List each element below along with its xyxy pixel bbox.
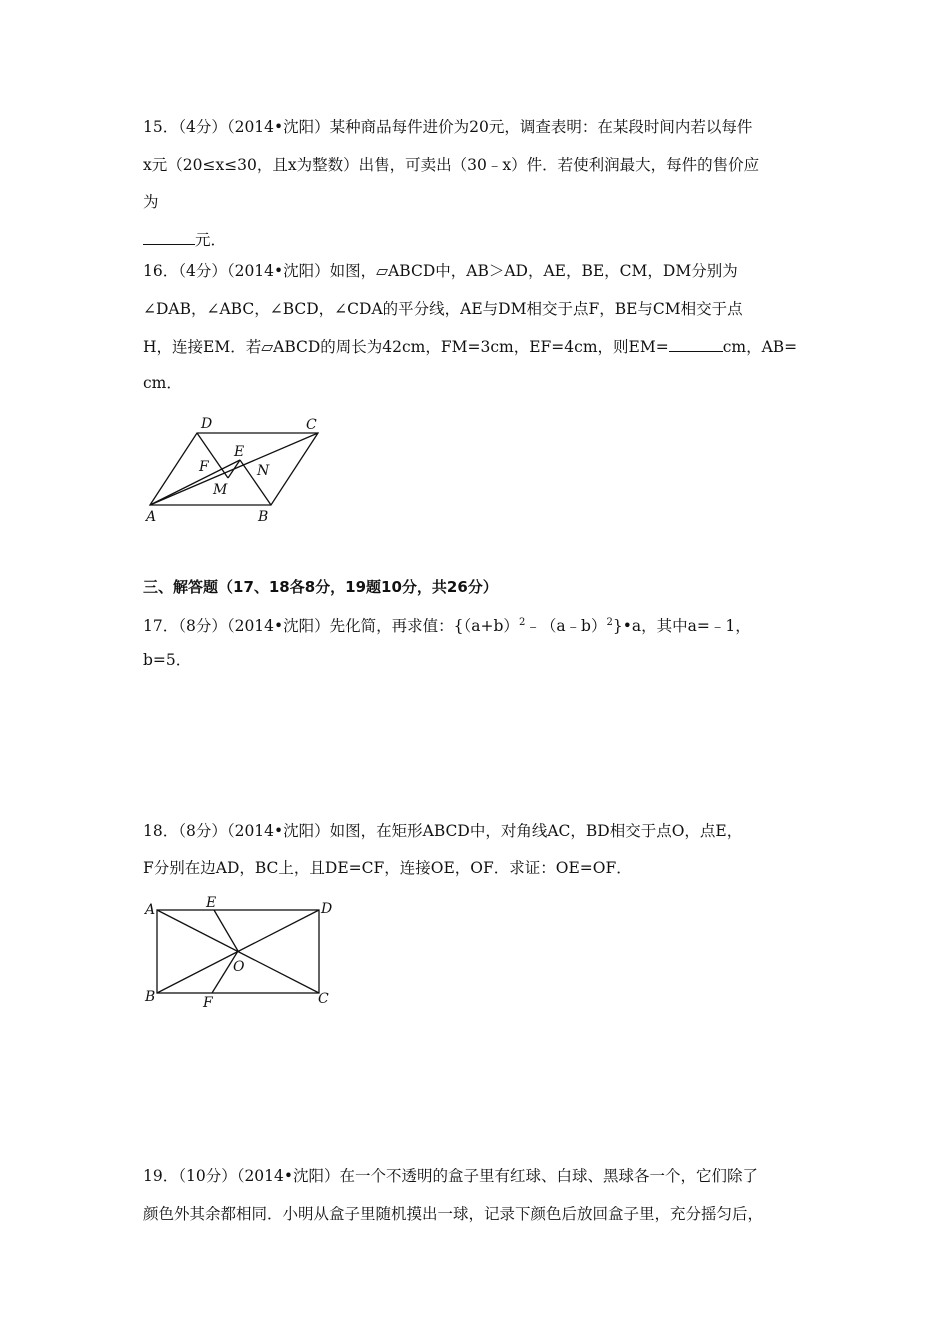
- q17-exponent-2: 2: [606, 617, 613, 628]
- label-e: E: [206, 895, 217, 911]
- label-d: D: [321, 901, 333, 917]
- parallelogram-diagram: [140, 408, 340, 528]
- answer-blank: [143, 228, 195, 245]
- label-d: D: [201, 416, 213, 432]
- q16-parallelogram-figure: [140, 408, 340, 528]
- q15-line-2: x元（20≤x≤30，且x为整数）出售，可卖出（30﹣x）件．若使利润最大，每件的售价应: [143, 156, 760, 174]
- label-o: O: [233, 959, 245, 975]
- label-f: F: [199, 459, 209, 475]
- q17-text-c: }•a，其中a=﹣1，: [612, 617, 751, 636]
- q15-line-4: [143, 228, 226, 251]
- q16-line-4: cm．: [143, 374, 182, 392]
- q16-line-2: ∠DAB，∠ABC，∠BCD，∠CDA的平分线，AE与DM相交于点F，BE与CM相交于点: [143, 300, 743, 318]
- q18-rectangle-figure: [140, 893, 340, 1013]
- q16-line-3-suffix: cm，AB=: [722, 338, 798, 356]
- label-c: C: [306, 417, 317, 433]
- q16-line-1: 16．（4分）（2014•沈阳）如图，▱ABCD中，AB＞AD，AE，BE，CM，DM分别为: [143, 262, 738, 280]
- q15-line-3: 为: [143, 193, 159, 211]
- answer-blank: [669, 335, 723, 352]
- q17-line-2: b=5．: [143, 651, 192, 669]
- q18-line-1: 18．（8分）（2014•沈阳）如图，在矩形ABCD中，对角线AC，BD相交于点O，点E，: [143, 822, 743, 840]
- rectangle-diagram: [140, 893, 340, 1013]
- q15-line-1: 15．（4分）（2014•沈阳）某种商品每件进价为20元，调查表明：在某段时间内若以每件: [143, 118, 753, 136]
- q19-line-2: 颜色外其余都相同．小明从盒子里随机摸出一球，记录下颜色后放回盒子里，充分摇匀后，: [143, 1205, 764, 1223]
- q19-line-1: 19．（10分）（2014•沈阳）在一个不透明的盒子里有红球、白球、黑球各一个，它们除了: [143, 1167, 759, 1185]
- label-a: A: [146, 509, 157, 525]
- section-heading: 三、解答题（17、18各8分，19题10分，共26分）: [143, 578, 498, 596]
- label-b: B: [145, 989, 156, 1005]
- label-a: A: [145, 902, 156, 918]
- q17-text-a: 17．（8分）（2014•沈阳）先化简，再求值：{（a+b）: [143, 617, 519, 636]
- label-n: N: [257, 463, 270, 479]
- label-e: E: [234, 444, 245, 460]
- label-c: C: [318, 991, 329, 1007]
- q16-line-3: [143, 335, 797, 358]
- q17-exponent-1: 2: [518, 617, 526, 628]
- q16-line-3-prefix: H，连接EM．若▱ABCD的周长为42cm，FM=3cm，EF=4cm，则EM=: [143, 338, 669, 356]
- label-f: F: [203, 995, 213, 1011]
- q15-unit: 元．: [195, 231, 227, 249]
- label-b: B: [258, 509, 269, 525]
- q17-text-b: ﹣（a﹣b）: [525, 617, 607, 636]
- label-m: M: [213, 482, 228, 498]
- q18-line-2: F分别在边AD，BC上，且DE=CF，连接OE，OF．求证：OE=OF．: [143, 859, 632, 877]
- q17-line-1: [143, 612, 751, 637]
